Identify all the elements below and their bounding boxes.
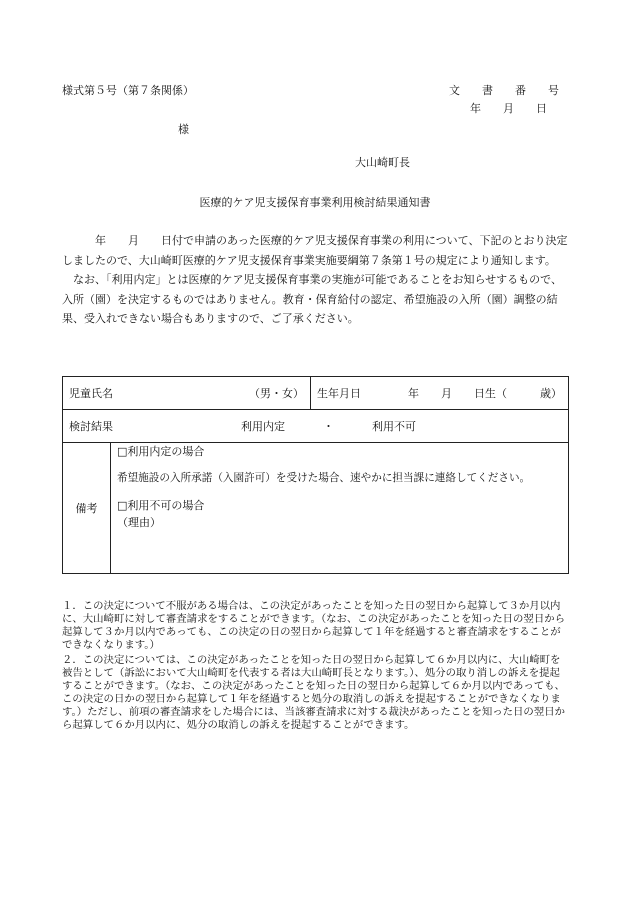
result-separator: ・ — [323, 420, 334, 433]
table-row-child — [63, 377, 569, 410]
remarks-label: 備考 — [63, 443, 111, 574]
result-option-rejected: 利用不可 — [372, 420, 416, 433]
result-label: 検討結果 — [69, 420, 113, 433]
result-table — [62, 376, 569, 574]
birth-date-cell — [311, 377, 569, 410]
notes-section — [62, 600, 568, 734]
document-title: 医療的ケア児支援保育事業利用検討結果通知書 — [199, 196, 431, 209]
gender-label: （男・女） — [249, 387, 304, 400]
child-name-cell — [63, 377, 311, 410]
body-text — [62, 231, 568, 329]
table-row-result — [63, 410, 569, 443]
table-row-remarks — [63, 443, 569, 574]
note-1: １．この決定について不服がある場合は、この決定があったことを知った日の翌日から起算して３か月以内に、大山崎町に対して審査請求をすることができます。（なお、この決定があったことを知った日の翌日から起算して３か月以内であっても、この決定の日の翌日から起算して１年を経過すると審査請求をすることができなくなります。） — [62, 600, 565, 651]
addressee-honorific: 様 — [178, 123, 189, 136]
remarks-cell — [111, 443, 569, 574]
remarks-rejected-checkbox: □利用不可の場合 — [117, 499, 205, 512]
date-line: 年 月 日 — [470, 102, 547, 115]
remarks-reason-label: （理由） — [117, 516, 161, 529]
remarks-approved-note: 希望施設の入所承諾（入園許可）を受けた場合、速やかに担当課に連絡してください。 — [117, 472, 531, 484]
issuer-name: 大山崎町長 — [355, 156, 410, 169]
birth-date-value: 年 月 日生（ 歳） — [408, 387, 562, 400]
document-number-label: 文 書 番 号 — [449, 84, 559, 97]
body-paragraph-2: なお、「利用内定」とは医療的ケア児支援保育事業の実施が可能であることをお知らせするもので、入所（園）を決定するものではありません。教育・保育給付の認定、希望施設の入所（園）調整の結果、受入れできない場合もありますので、ご了承ください。 — [62, 273, 562, 325]
child-name-label: 児童氏名 — [69, 387, 113, 400]
result-cell — [63, 410, 569, 443]
body-paragraph-1: 年 月 日付で申請のあった医療的ケア児支援保育事業の利用について、下記のとおり決定しましたので、大山崎町医療的ケア児支援保育事業実施要綱第７条第１号の規定により通知します。 — [62, 234, 568, 267]
remarks-approved-checkbox: □利用内定の場合 — [117, 445, 205, 458]
form-number-label: 様式第５号（第７条関係） — [62, 84, 194, 97]
result-option-approved: 利用内定 — [241, 420, 285, 433]
birth-date-label: 生年月日 — [317, 387, 361, 400]
note-2: ２．この決定については、この決定があったことを知った日の翌日から起算して６か月以内に、大山崎町を被告として（訴訟において大山崎町を代表する者は大山崎町長となります。）、処分の取り消しの訴えを提起することができます。（なお、この決定があったことを知った日の翌日から起算して６か月以内であっても、この決定の日かの翌日から起算して１年を経過すると処分の取消しの訴えを提起することができなくなります。）ただし、前項の審査請求をした場合には、当該審査請求に対する裁決があったことを知った日の翌日から起算して６か月以内に、処分の取消しの訴えを提起することができます。 — [62, 654, 565, 731]
